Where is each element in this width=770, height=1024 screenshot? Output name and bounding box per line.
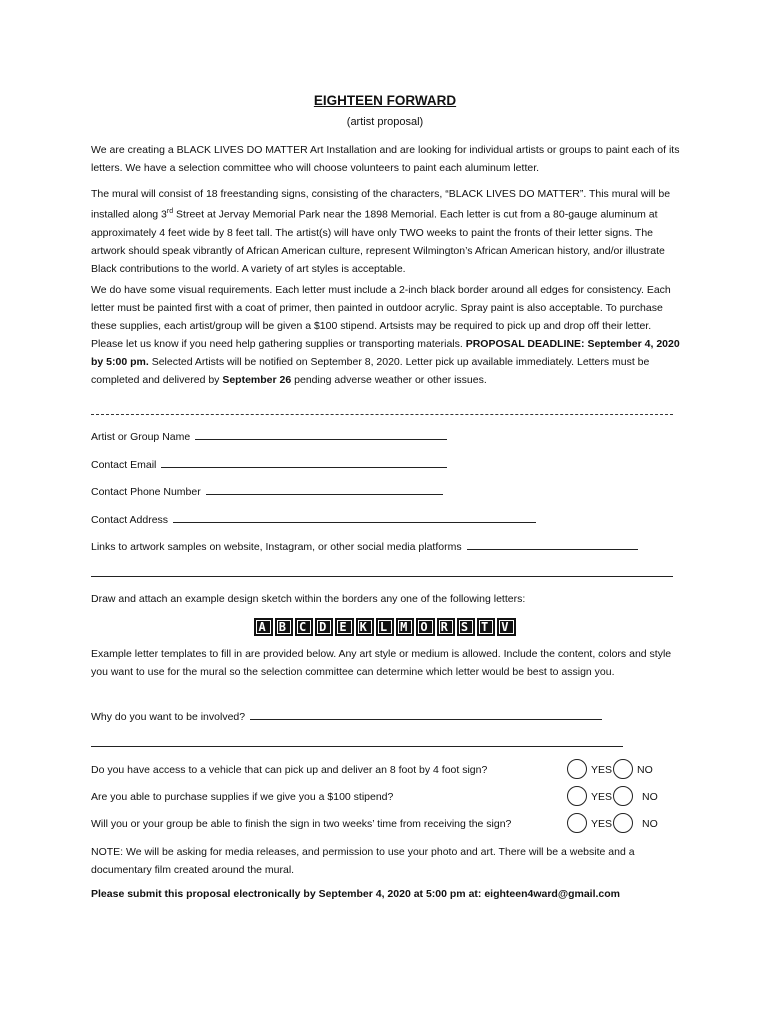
media-release-note: NOTE: We will be asking for media releases, and permission to use your photo and art. There will be a website and a documentary film created around the mural. [91,846,635,876]
letter-option: C [295,618,313,636]
mural-description-text-b: Street at Jervay Memorial Park near the 1898 Memorial. Each letter is cut from a 80-gauge aluminum at approximately 4 feet wide by 8 feet tall. The artist(s) will have only TWO weeks to paint the fronts of their letter signs. The artwork should speak vibrantly of African American culture, represent Wilmington’s African American history, and/or illustrate Black contributions to the world. A variety of art styles is acceptable. [91,208,665,275]
requirements-text-b: Selected Artists will be notified on September 8, 2020. Letter pick up available immediately. Letters must be completed and delivered by [91,356,650,386]
yes-label: YES [591,791,613,803]
artist-name-input-line[interactable] [195,428,447,440]
question-vehicle: Do you have access to a vehicle that can pick up and deliver an 8 foot by 4 foot sign? [91,764,488,776]
yes-radio[interactable] [567,759,587,779]
no-radio[interactable] [613,813,633,833]
contact-email-label: Contact Email [91,459,157,471]
no-label: NO [637,764,653,776]
why-involved-label: Why do you want to be involved? [91,711,246,723]
why-involved-continuation-line[interactable] [91,746,623,747]
why-involved-field[interactable] [91,708,602,723]
mural-description-text-a: The mural will consist of 18 freestanding signs, consisting of the characters, “BLACK LIVES DO MATTER”. This mural will be installed along 3 [91,188,671,221]
requirements-paragraph [91,281,683,389]
contact-email-field[interactable] [91,456,447,471]
letter-option: O [416,618,434,636]
yes-radio[interactable] [567,786,587,806]
letter-option: E [335,618,353,636]
no-radio[interactable] [613,759,633,779]
letter-option: D [315,618,333,636]
artwork-links-input-line[interactable] [467,538,638,550]
section-divider [91,414,673,415]
letter-option: S [457,618,475,636]
contact-phone-input-line[interactable] [206,483,443,495]
artist-name-label: Artist or Group Name [91,431,191,443]
contact-address-field[interactable] [91,511,536,526]
page-subtitle: (artist proposal) [346,116,424,128]
template-note: Example letter templates to fill in are provided below. Any art style or medium is allowed. Include the content, colors and style you want to use for the mural so the selection committee can determine which letter would be best to assign you. [91,648,672,678]
letter-option: V [497,618,515,636]
intro-paragraph: We are creating a BLACK LIVES DO MATTER Art Installation and are looking for individual artists or groups to paint each of its letters. We have a selection committee who will choose volunteers to paint each aluminum letter. [91,144,680,174]
letter-options [0,618,770,636]
contact-phone-field[interactable] [91,483,443,498]
no-label: NO [642,818,658,830]
yes-label: YES [591,764,613,776]
requirements-text-c: pending adverse weather or other issues. [291,374,487,386]
artwork-links-label: Links to artwork samples on website, Instagram, or other social media platforms [91,541,462,553]
letter-option: M [396,618,414,636]
question-timeline: Will you or your group be able to finish the sign in two weeks’ time from receiving the sign? [91,818,512,830]
letter-option: B [275,618,293,636]
artist-name-field[interactable] [91,428,447,443]
contact-address-label: Contact Address [91,514,169,526]
no-label: NO [642,791,658,803]
yes-label: YES [591,818,613,830]
delivery-deadline: September 26 [222,374,292,386]
artwork-links-continuation-line[interactable] [91,576,673,577]
ordinal-suffix: rd [166,208,174,215]
letter-option: L [376,618,394,636]
submission-instructions: Please submit this proposal electronically by September 4, 2020 at 5:00 pm at: eighteen4ward@gmail.com [91,888,621,900]
contact-address-input-line[interactable] [173,511,536,523]
proposal-deadline: PROPOSAL DEADLINE: September 4, 2020 by 5:00 pm. [91,338,680,368]
no-radio[interactable] [613,786,633,806]
requirements-text-a: We do have some visual requirements. Each letter must include a 2-inch black border around all edges for consistency. Each letter must be painted first with a coat of primer, then painted in outdoor acrylic. Spray paint is also acceptable. To purchase these supplies, each artist/group will be given a $100 stipend. Artsists may be required to pick up and drop off their letter. Please let us know if you need help gathering supplies or transporting materials. [91,284,671,350]
letter-option: R [437,618,455,636]
question-stipend: Are you able to purchase supplies if we give you a $100 stipend? [91,791,394,803]
artwork-links-field[interactable] [91,538,638,553]
contact-phone-label: Contact Phone Number [91,486,201,498]
why-involved-input-line[interactable] [250,708,602,720]
letter-option: K [356,618,374,636]
mural-description-paragraph [91,185,683,278]
letter-option: T [477,618,495,636]
contact-email-input-line[interactable] [161,456,447,468]
yes-radio[interactable] [567,813,587,833]
draw-instruction: Draw and attach an example design sketch within the borders any one of the following letters: [91,593,526,605]
page-title: EIGHTEEN FORWARD [313,93,457,108]
letter-option: A [254,618,272,636]
